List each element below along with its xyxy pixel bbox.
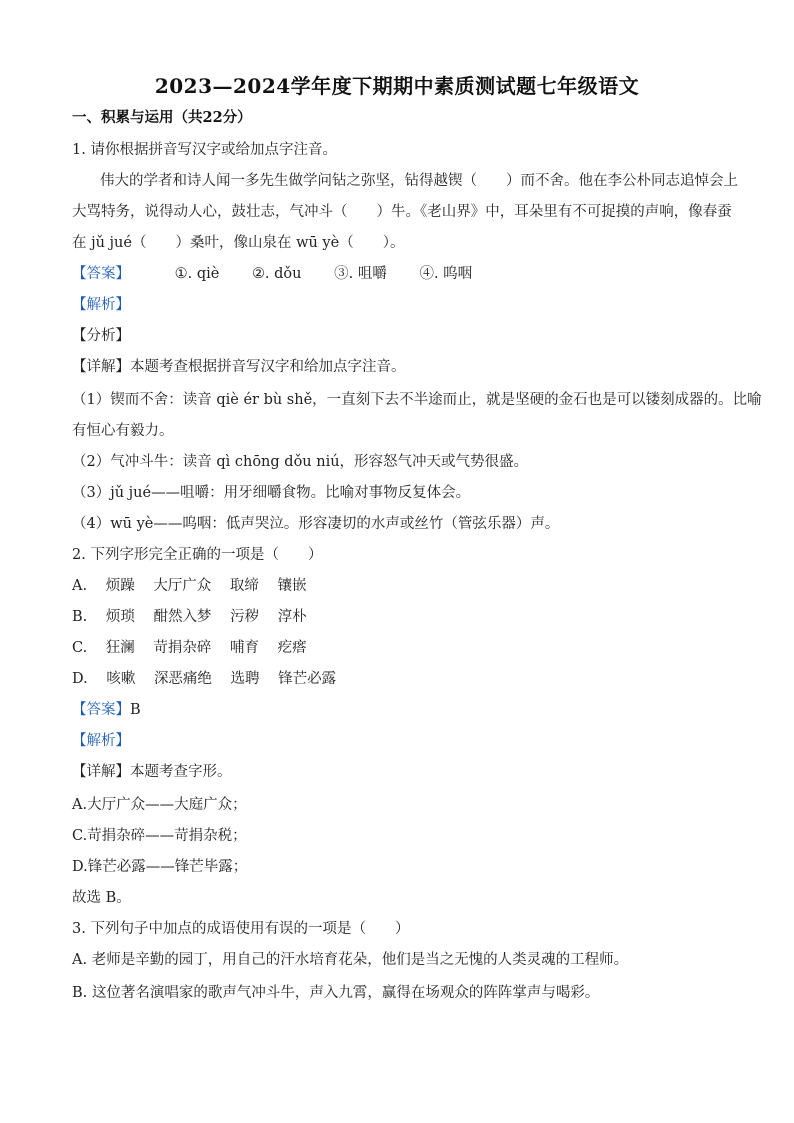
option-word: 锋芒必露 [278, 671, 337, 687]
option-letter: A. [72, 578, 88, 594]
analysis-subtag: 【分析】 [72, 328, 130, 344]
detail-line: （4）wū yè——呜咽：低声哭泣。形容凄切的水声或丝竹（管弦乐器）声。 [72, 516, 560, 532]
option-word: 烦躁 [105, 578, 135, 594]
option-letter: C. [72, 640, 88, 656]
detail-line: 有恒心有毅力。 [72, 423, 174, 439]
option-word: 取缔 [229, 578, 259, 594]
detail-line: （2）气冲斗牛：读音 qì chōng dǒu niú，形容怒气冲天或气势很盛。 [72, 454, 529, 470]
option-word: 大厅广众 [153, 578, 212, 594]
option-word: 酣然入梦 [153, 609, 212, 625]
detail-line: 故选 B。 [72, 890, 131, 906]
detail-row [72, 357, 406, 377]
option-word: 淳朴 [277, 609, 307, 625]
detail-line: （3）jǔ jué——咀嚼：用牙细嚼食物。比喻对事物反复体会。 [72, 485, 471, 501]
option-c [72, 638, 307, 658]
page-title: 2023—2024学年度下期期中素质测试题七年级语文 [154, 74, 640, 98]
answer-row [72, 264, 472, 284]
question-1-passage-line: 伟大的学者和诗人闻一多先生做学问钻之弥坚，钻得越锲（ ）而不舍。他在李公朴同志追悼会上 [100, 173, 738, 189]
option-letter: B. [72, 609, 88, 625]
answer-item: ④. 呜咽 [419, 266, 473, 282]
analysis-tag: 【解析】 [72, 297, 130, 313]
detail-text: 本题考查根据拼音写汉字和给加点字注音。 [130, 359, 406, 375]
question-1-stem: 1. 请你根据拼音写汉字或给加点字注音。 [72, 142, 337, 158]
option-word: 镶嵌 [277, 578, 307, 594]
option-word: 选聘 [230, 671, 260, 687]
option-word: 深恶痛绝 [153, 671, 212, 687]
option-word: 烦琐 [105, 609, 135, 625]
option-word: 哺育 [230, 640, 260, 656]
option-word: 咳嗽 [106, 671, 136, 687]
section-heading: 一、积累与运用（共22分） [72, 109, 252, 126]
answer-tag: 【答案】 [72, 702, 130, 718]
option-word: 疙瘩 [277, 640, 307, 656]
answer-value: B [130, 702, 141, 718]
option-word: 污秽 [230, 609, 260, 625]
option-d [72, 669, 336, 689]
option-a: A. 老师是辛勤的园丁，用自己的汗水培育花朵，他们是当之无愧的人类灵魂的工程师。 [72, 952, 629, 968]
detail-row [72, 762, 232, 782]
analysis-tag: 【解析】 [72, 733, 130, 749]
detail-line: C.苛捐杂碎——苛捐杂税； [72, 828, 247, 844]
option-word: 狂澜 [105, 640, 135, 656]
question-1-passage-line: 在 jǔ jué（ ）桑叶，像山泉在 wū yè（ ）。 [72, 235, 405, 251]
detail-tag: 【详解】 [72, 359, 130, 375]
answer-item: ②. dǒu [251, 266, 302, 282]
detail-line: D.锋芒必露——锋芒毕露； [72, 859, 248, 875]
answer-tag: 【答案】 [72, 266, 130, 282]
detail-line: （1）锲而不舍：读音 qiè ér bù shě，一直刻下去不半途而止，就是坚硬的金石也是可以镂刻成器的。比喻 [72, 392, 762, 408]
answer-item: ①. qiè [174, 266, 220, 282]
question-2-stem: 2. 下列字形完全正确的一项是（ ） [72, 547, 323, 563]
option-word: 苛捐杂碎 [153, 640, 212, 656]
detail-line: A.大厅广众——大庭广众； [72, 797, 247, 813]
option-a [72, 576, 307, 596]
detail-tag: 【详解】 [72, 764, 130, 780]
answer-row [72, 700, 141, 720]
option-b: B. 这位著名演唱家的歌声气冲斗牛，声入九霄，赢得在场观众的阵阵掌声与喝彩。 [72, 985, 600, 1001]
detail-text: 本题考查字形。 [130, 764, 232, 780]
answer-item: ③. 咀嚼 [334, 266, 387, 282]
question-1-passage-line: 大骂特务，说得动人心，鼓壮志，气冲斗（ ）牛。《老山界》中，耳朵里有不可捉摸的声响，像春蚕 [72, 204, 732, 220]
option-b [72, 607, 307, 627]
option-letter: D. [72, 671, 88, 687]
question-3-stem: 3. 下列句子中加点的成语使用有误的一项是（ ） [72, 921, 410, 937]
